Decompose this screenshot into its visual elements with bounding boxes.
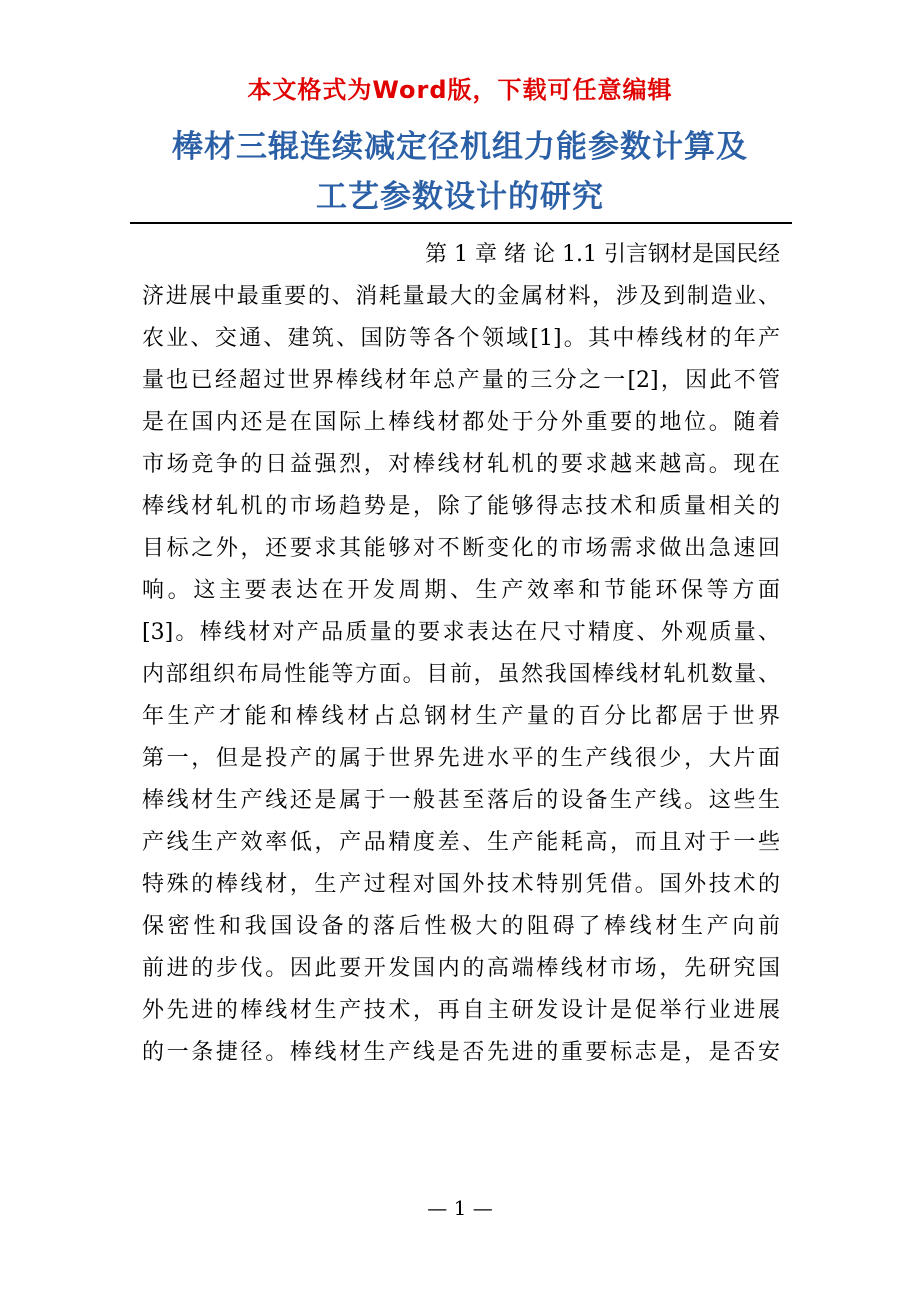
body-line: 特殊的棒线材，生产过程对国外技术特别凭借。国外技术的: [142, 872, 780, 897]
document-title: [120, 122, 800, 222]
format-notice: 本文格式为Word版，下载可任意编辑: [247, 76, 673, 104]
body-line: 外先进的棒线材生产技术，再自主研发设计是促举行业进展: [142, 998, 780, 1023]
body-line: 是在国内还是在国际上棒线材都处于分外重要的地位。随着: [142, 410, 780, 435]
title-line-2: 工艺参数设计的研究: [316, 179, 604, 215]
body-paragraph: [142, 234, 780, 1074]
body-line: 济进展中最重要的、消耗量最大的金属材料，涉及到制造业、: [142, 284, 780, 309]
body-line: [3]。棒线材对产品质量的要求表达在尺寸精度、外观质量、: [142, 620, 780, 645]
body-line: 内部组织布局性能等方面。目前，虽然我国棒线材轧机数量、: [142, 662, 780, 687]
body-line: 棒线材生产线还是属于一般甚至落后的设备生产线。这些生: [142, 788, 780, 813]
body-line: 保密性和我国设备的落后性极大的阻碍了棒线材生产向前: [142, 914, 780, 939]
page-number: — 1 —: [427, 1196, 493, 1220]
body-line: 市场竞争的日益强烈，对棒线材轧机的要求越来越高。现在: [142, 452, 780, 477]
body-line: 农业、交通、建筑、国防等各个领域[1]。其中棒线材的年产: [142, 326, 780, 351]
body-line: 前进的步伐。因此要开发国内的高端棒线材市场，先研究国: [142, 956, 780, 981]
body-line: 年生产才能和棒线材占总钢材生产量的百分比都居于世界: [142, 704, 780, 729]
body-line: 棒线材轧机的市场趋势是，除了能够得志技术和质量相关的: [142, 494, 780, 519]
body-line: 目标之外，还要求其能够对不断变化的市场需求做出急速回: [142, 536, 780, 561]
body-line: 响。这主要表达在开发周期、生产效率和节能环保等方面: [142, 578, 780, 603]
title-divider: [130, 222, 792, 224]
title-line-1: 棒材三辊连续减定径机组力能参数计算及: [172, 129, 748, 165]
body-line: 产线生产效率低，产品精度差、生产能耗高，而且对于一些: [142, 830, 780, 855]
body-line: 第 1 章 绪 论 1.1 引言钢材是国民经: [425, 242, 780, 267]
body-line: 第一，但是投产的属于世界先进水平的生产线很少，大片面: [142, 746, 780, 771]
body-line: 的一条捷径。棒线材生产线是否先进的重要标志是，是否安: [142, 1040, 780, 1065]
body-line: 量也已经超过世界棒线材年总产量的三分之一[2]，因此不管: [142, 368, 780, 393]
